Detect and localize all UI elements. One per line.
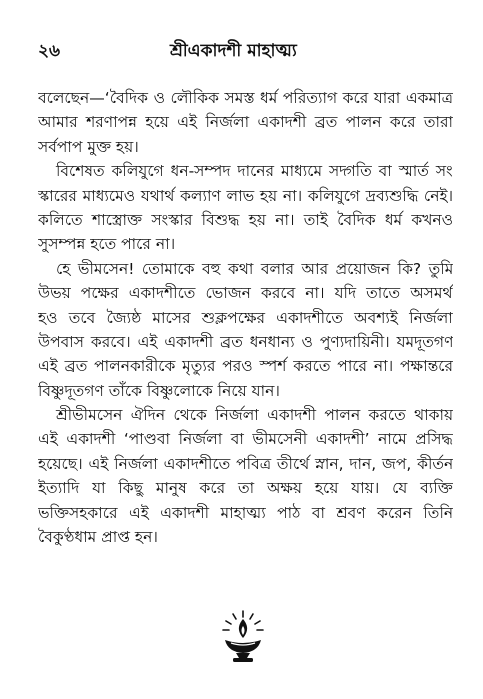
text-line: হে ভীমসেন! তোমাকে বহু কথা বলার আর প্রয়োজন কি? তুমি [56,259,453,278]
text-line: আমার শরণাপন্ন হয়ে এই নির্জলা একাদশী ব্রত পালন করে তারা [38,113,453,132]
page-header [38,38,450,60]
text-line: শ্রীভীমসেন ঐদিন থেকে নির্জলা একাদশী পালন করতে থাকায় [56,406,453,425]
text-line: বৈকুণ্ঠধাম প্রাপ্ত হন। [38,528,158,547]
text-line: উভয় পক্ষের একাদশীতে ভোজন করবে না। যদি তাতে অসমর্থ [38,284,453,303]
text-line: উপবাস করবে। এই একাদশী ব্রত ধনধান্য ও পুণ্যদায়িনী। যমদূতগণ [38,332,453,351]
text-line: ইত্যাদি যা কিছু মানুষ করে তা অক্ষয় হয়ে যায়। যে ব্যক্তি [38,479,453,498]
text-line: কলিতে শাস্ত্রোক্ত সংস্কার বিশুদ্ধ হয় না। তাই বৈদিক ধর্ম কখনও [38,210,453,229]
text-line: সর্বপাপ মুক্ত হয়। [38,137,139,156]
text-line: স্কারের মাধ্যমেও যথার্থ কল্যাণ লাভ হয় না। কলিযুগে দ্রব্যশুদ্ধি নেই। [38,186,453,205]
text-line: সুসম্পন্ন হতে পারে না। [38,235,176,254]
text-line: বিষ্ণুদূতগণ তাঁকে বিষ্ণুলোকে নিয়ে যান। [38,381,280,400]
body-text [38,86,453,549]
text-line: হও তবে জ্যৈষ্ঠ মাসের শুক্লপক্ষের একাদশীতে অবশ্যই নির্জলা [38,308,453,327]
text-line: এই একাদশী ‘পাণ্ডবা নির্জলা বা ভীমসেনী একাদশী’ নামে প্রসিদ্ধ [38,430,453,449]
text-line: এই ব্রত পালনকারীকে মৃত্যুর পরও স্পর্শ করতে পারে না। পক্ষান্তরে [38,357,453,376]
page-number: ২৬ [38,41,61,61]
text-line: বিশেষত কলিযুগে ধন-সম্পদ দানের মাধ্যমে সদ্গতি বা স্মার্ত সং [56,162,453,181]
running-title: শ্রীএকাদশী মাহাত্ম্য [170,41,297,61]
text-line: বলেছেন—‘বৈদিক ও লৌকিক সমস্ত ধর্ম পরিত্যাগ করে যারা একমাত্র [38,89,453,107]
text-line: হয়েছে। এই নির্জলা একাদশীতে পবিত্র তীর্থে স্নান, দান, জপ, কীর্তন [38,454,453,473]
text-line: ভক্তিসহকারে এই একাদশী মাহাত্ম্য পাঠ বা শ্রবণ করেন তিনি [38,503,453,522]
oil-lamp-icon [218,608,268,664]
